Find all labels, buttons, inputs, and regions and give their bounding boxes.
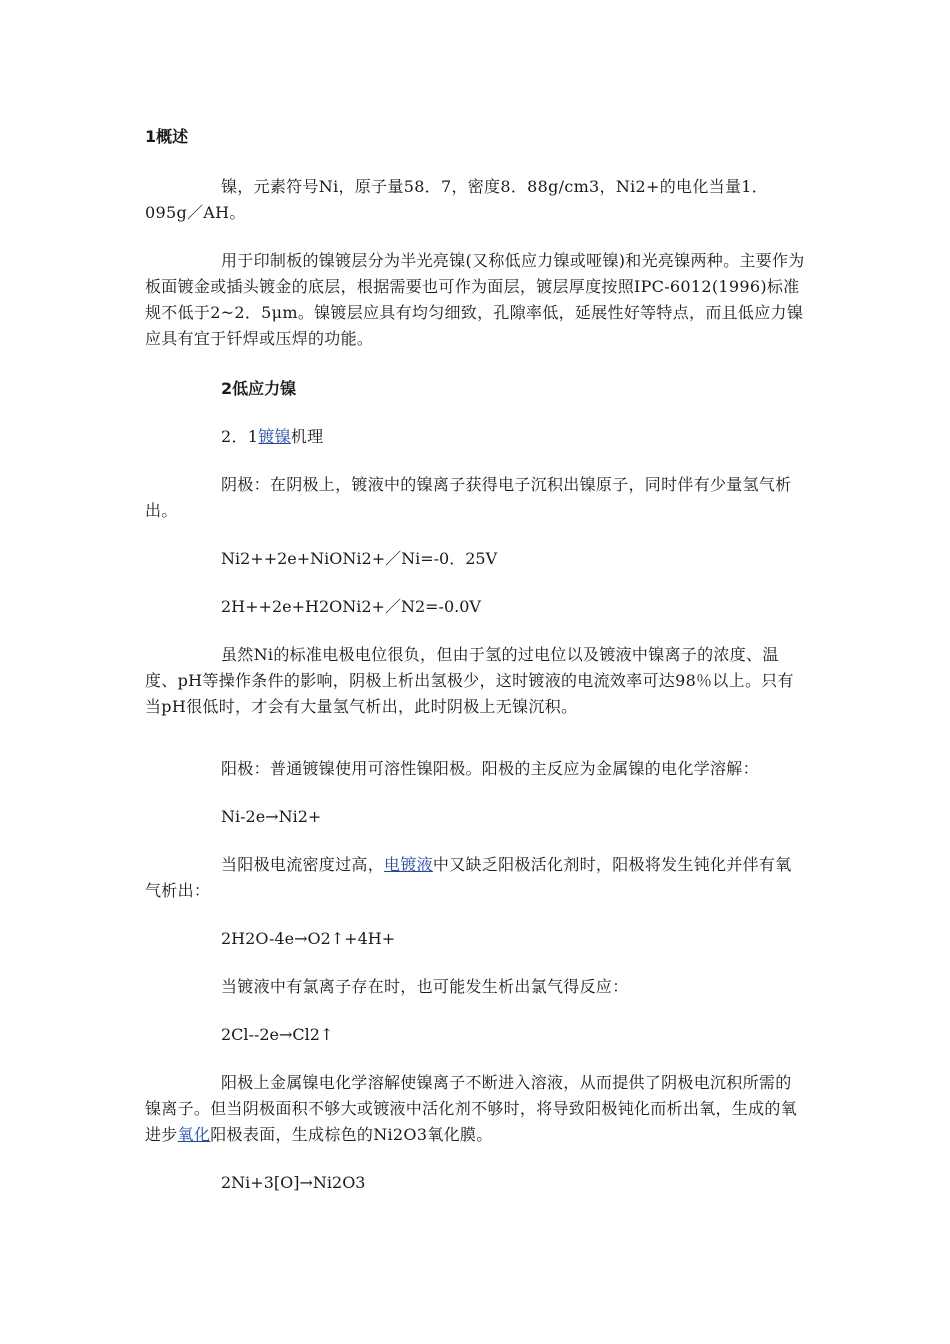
document-page: [145, 124, 805, 1196]
link-oxidation[interactable]: 氧化: [177, 1125, 211, 1144]
subsection-title-suffix: 机理: [290, 427, 324, 446]
paragraph-cathode: 阴极：在阴极上，镀液中的镍离子获得电子沉积出镍原子，同时伴有少量氢气析出。: [145, 475, 792, 520]
paragraph-electrode-potential: 虽然Ni的标准电极电位很负，但由于氢的过电位以及镀液中镍离子的浓度、温度、pH等操作条件的影响，阴极上析出氢极少，这时镀液的电流效率可达98％以上。只有当pH很低时，才会有大量氢气析出，此时阴极上无镍沉积。: [145, 645, 794, 716]
formula-chlorine-evolution: 2Cl--2e→Cl2↑: [221, 1025, 334, 1044]
paragraph-anode-dissolution: [145, 1070, 805, 1148]
link-nickel-plating[interactable]: 镀镍: [258, 427, 291, 446]
formula-anode-dissolution: Ni-2e→Ni2+: [221, 807, 322, 826]
passivation-text-prefix: 当阳极电流密度过高，: [221, 855, 385, 874]
section-1-heading: 1概述: [145, 127, 189, 146]
subsection-number: 2．1: [221, 427, 259, 446]
link-electroplating-solution[interactable]: 电镀液: [384, 855, 433, 874]
dissolution-text-suffix: 阳极表面，生成棕色的Ni2O3氧化膜。: [210, 1125, 493, 1144]
paragraph-nickel-plating-usage: 用于印制板的镍镀层分为半光亮镍(又称低应力镍或哑镍)和光亮镍两种。主要作为板面镀金或插头镀金的底层，根据需要也可作为面层，镀层厚度按照IPC-6012(1996)标准规不低于2~2．5μm。镍镀层应具有均匀细致，孔隙率低，延展性好等特点，而且低应力镍应具有宜于钎焊或压焊的功能。: [145, 251, 805, 348]
paragraph-anode: 阳极：普通镀镍使用可溶性镍阳极。阳极的主反应为金属镍的电化学溶解：: [221, 759, 759, 778]
passivation-text-suffix: 中又缺乏阳极活化剂时，阳极将发生钝化并伴有氧气析出：: [145, 855, 792, 900]
formula-cathode-nickel: Ni2++2e+NiONi2+／Ni=-0．25V: [221, 549, 498, 568]
paragraph-anode-passivation: [145, 852, 805, 904]
subsection-2-1-heading: [145, 424, 805, 450]
section-2-heading: 2低应力镍: [221, 379, 297, 398]
paragraph-nickel-properties: 镍，元素符号Ni，原子量58．7，密度8．88g/cm3，Ni2+的电化当量1．095g／AH。: [145, 177, 769, 222]
formula-oxygen-evolution: 2H2O-4e→O2↑+4H+: [221, 929, 396, 948]
formula-cathode-hydrogen: 2H++2e+H2ONi2+／N2=-0.0V: [221, 597, 481, 616]
paragraph-chloride: 当镀液中有氯离子存在时，也可能发生析出氯气得反应：: [221, 977, 629, 996]
formula-nickel-oxide: 2Ni+3[O]→Ni2O3: [221, 1173, 366, 1192]
dissolution-text-prefix: 阳极上金属镍电化学溶解使镍离子不断进入溶液，从而提供了阴极电沉积所需的镍离子。但当阴极面积不够大或镀液中活化剂不够时，将导致阳极钝化而析出氧，生成的氧进步: [145, 1073, 798, 1144]
